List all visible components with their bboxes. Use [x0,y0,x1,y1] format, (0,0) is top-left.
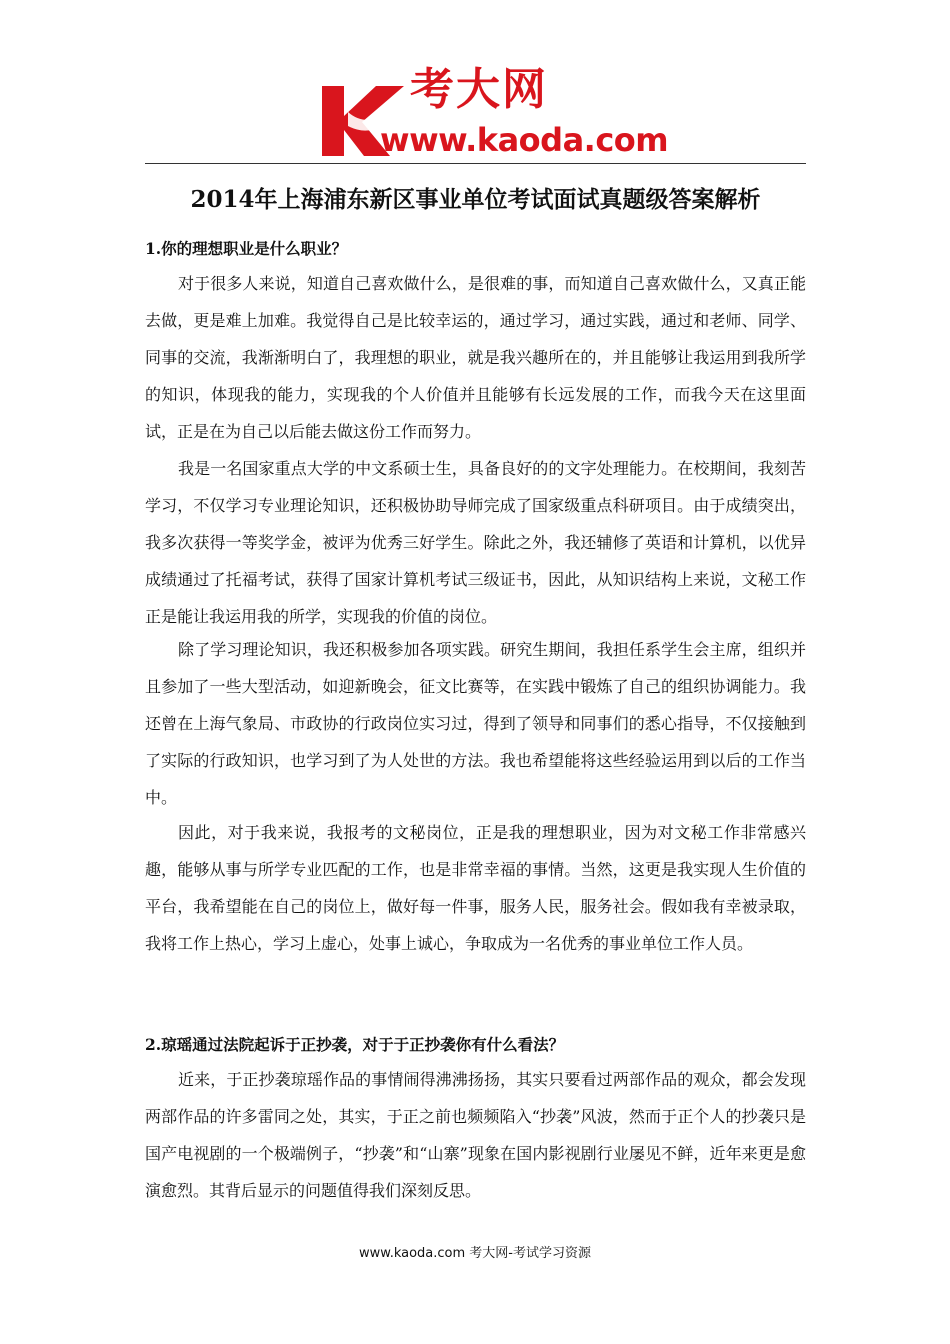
header-divider [145,163,806,164]
document-title: 2014年上海浦东新区事业单位考试面试真题级答案解析 [190,186,761,213]
answer-1-paragraph-2: 我是一名国家重点大学的中文系硕士生，具备良好的的文字处理能力。在校期间，我刻苦学习，不仅学习专业理论知识，还积极协助导师完成了国家级重点科研项目。由于成绩突出，我多次获得一等奖学金，被评为优秀三好学生。除此之外，我还辅修了英语和计算机，以优异成绩通过了托福考试，获得了国家计算机考试三级证书，因此，从知识结构上来说，文秘工作正是能让我运用我的所学，实现我的价值的岗位。 [145,459,806,626]
page-footer: www.kaoda.com 考大网-考试学习资源 [359,1246,591,1261]
question-2: 2.琼瑶通过法院起诉于正抄袭，对于于正抄袭你有什么看法？ [145,1035,565,1054]
answer-1-paragraph-4: 因此，对于我来说，我报考的文秘岗位，正是我的理想职业，因为对文秘工作非常感兴趣，能够从事与所学专业匹配的工作，也是非常幸福的事情。当然，这更是我实现人生价值的平台，我希望能在自己的岗位上，做好每一件事，服务人民，服务社会。假如我有幸被录取，我将工作上热心，学习上虚心，处事上诚心，争取成为一名优秀的事业单位工作人员。 [145,823,806,953]
answer-1-paragraph-3: 除了学习理论知识，我还积极参加各项实践。研究生期间，我担任系学生会主席，组织并且参加了一些大型活动，如迎新晚会，征文比赛等，在实践中锻炼了自己的组织协调能力。我还曾在上海气象局、市政协的行政岗位实习过，得到了领导和同事们的悉心指导，不仅接触到了实际的行政知识，也学习到了为人处世的方法。我也希望能将这些经验运用到以后的工作当中。 [145,640,806,807]
site-logo[interactable] [318,64,669,160]
logo-chinese-text: 考大网 [410,64,548,115]
answer-2-paragraph-1: 近来，于正抄袭琼瑶作品的事情闹得沸沸扬扬，其实只要看过两部作品的观众，都会发现两部作品的许多雷同之处，其实，于正之前也频频陷入“抄袭”风波，然而于正个人的抄袭只是国产电视剧的一个极端例子，“抄袭”和“山寨”现象在国内影视剧行业屡见不鲜，近年来更是愈演愈烈。其背后显示的问题值得我们深刻反思。 [145,1070,806,1200]
answer-1-paragraph-1: 对于很多人来说，知道自己喜欢做什么，是很难的事，而知道自己喜欢做什么，又真正能去做，更是难上加难。我觉得自己是比较幸运的，通过学习，通过实践，通过和老师、同学、同事的交流，我渐渐明白了，我理想的职业，就是我兴趣所在的，并且能够让我运用到我所学的知识，体现我的能力，实现我的个人价值并且能够有长远发展的工作，而我今天在这里面试，正是在为自己以后能去做这份工作而努力。 [145,274,806,441]
logo-url-text: www.kaoda.com [380,121,669,159]
question-1: 1.你的理想职业是什么职业？ [145,239,348,258]
